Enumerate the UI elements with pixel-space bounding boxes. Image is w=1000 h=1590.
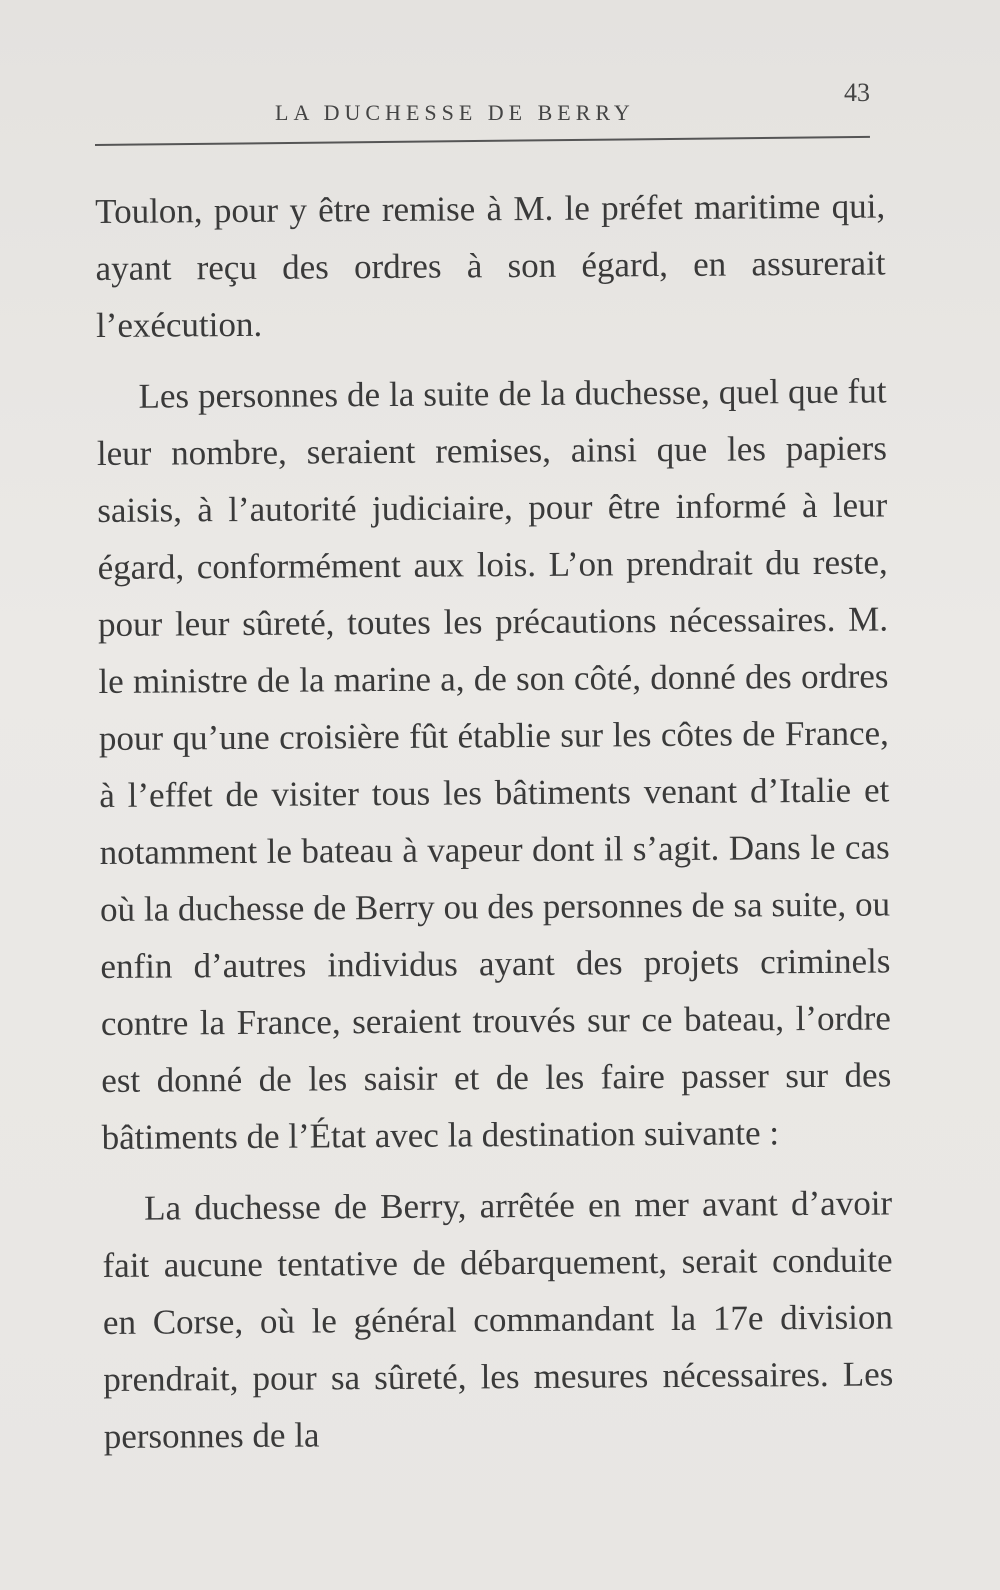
header-rule bbox=[95, 136, 870, 146]
paragraph: La duchesse de Berry, arrêtée en mer avant d’avoir fait aucune tentative de débarquement, serait conduite en Corse, où le général commandant la 17e division prendrait, pour sa sûreté, les mesures nécessaires. Les personnes de la bbox=[102, 1183, 894, 1456]
paragraph-continued: Toulon, pour y être remise à M. le préfet maritime qui, ayant reçu des ordres à son égard, en assurerait l’exécution. bbox=[95, 186, 886, 345]
running-title: LA DUCHESSE DE BERRY bbox=[275, 100, 635, 125]
paragraph: Les personnes de la suite de la duchesse, quel que fut leur nombre, seraient remises, ainsi que les papiers saisis, à l’autorité judiciaire, pour être informé à leur égard, conformément aux lois. L’on prendrait du reste, pour leur sûreté, toutes les précautions nécessaires. M. le ministre de la marine a, de son côté, donné des ordres pour qu’une croisière fût établie sur les côtes de France, à l’effet de visiter tous les bâtiments venant d’Italie et notamment le bateau à vapeur dont il s’agit. Dans le cas où la duchesse de Berry ou des personnes de sa suite, ou enfin d’autres individus ayant des projets criminels contre la France, seraient trouvés sur ce bateau, l’ordre est donné de les saisir et de les faire passer sur des bâtiments de l’État avec la destination suivante : bbox=[96, 371, 892, 1157]
body-text bbox=[95, 177, 894, 1464]
running-header bbox=[95, 78, 880, 168]
page-number: 43 bbox=[844, 78, 870, 107]
